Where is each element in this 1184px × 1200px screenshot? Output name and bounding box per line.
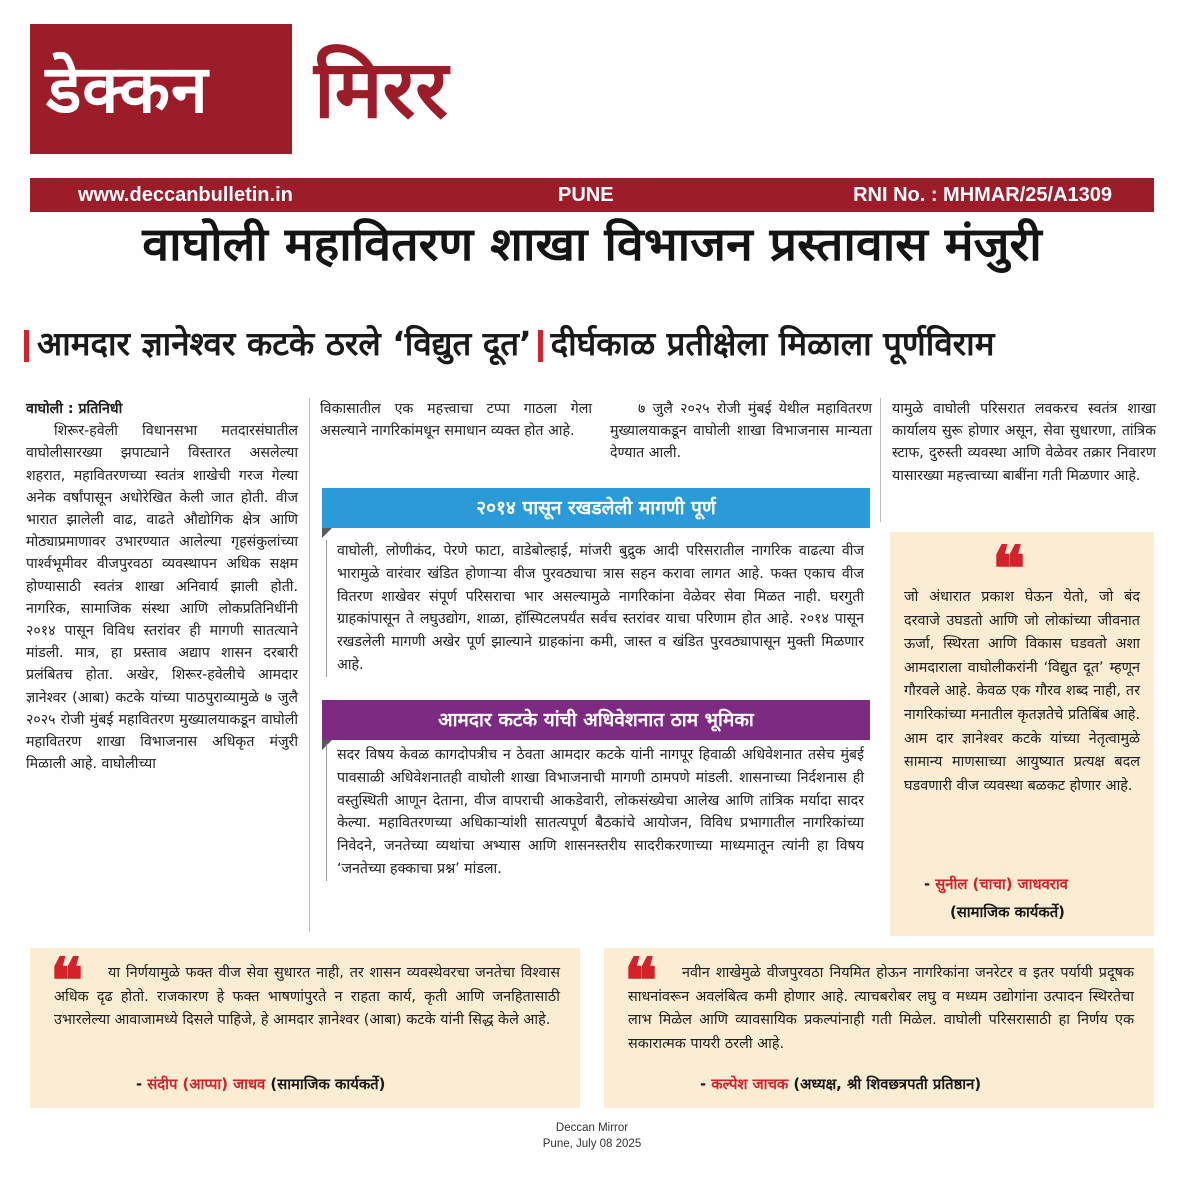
box-1-text: वाघोली, लोणीकंद, पेरणे फाटा, वाडेबोल्हाई, मांजरी बुद्रुक आदी परिसरातील नागरिक वाढत्या वीज भारामुळे वारंवार खंडित होणाऱ्या वीज पुरवठ्याचा त्रास सहन करावा लागत आहे. फक्त एकाच वीज वितरण शाखेवर संपूर्ण परिसराचा भार असल्यामुळे नागरिकांना वेळेवर सेवा मिळत नाही. घरगुती ग्राहकांपासून ते लघुउद्योग, शाळा, हॉस्पिटलपर्यंत सर्वच स्तरांवर याचा परिणाम होत आहे. २०१४ पासून रखडलेली मागणी अखेर पूर्ण झाल्याने ग्राहकांना कमी, जास्त व खंडित पुरवठ्यापासून मुक्ती मिळणार आहे. [326, 540, 864, 677]
article-column-2: विकासातील एक महत्त्वाचा टप्पा गाठला गेला असल्याने नागरिकांमधून समाधान व्यक्त होत आहे. [320, 401, 592, 440]
masthead-logo-box [30, 24, 292, 154]
edition-city: PUNE [558, 184, 614, 206]
article-column-4: यामुळे वाघोली परिसरात लवकरच स्वतंत्र शाखा कार्यालय सुरू होणार असून, सेवा सुधारणा, तांत्रिक स्टाफ, दुरुस्ती व्यवस्था आणि वेळेवर तक्रार निवारण यासारख्या महत्त्वाच्या बाबींना गती मिळणार आहे. [892, 401, 1156, 484]
quote-bottom-left-role: (सामाजिक कार्यकर्ते) [265, 1076, 386, 1093]
quote-mark-icon: ❝ [50, 944, 84, 1017]
box-1-title: २०१४ पासून रखडलेली मागणी पूर्ण [322, 488, 870, 528]
subhead-part-2: दीर्घकाळ प्रतीक्षेला मिळाला पूर्णविराम [550, 324, 995, 363]
quote-sidebar-attribution: - सुनील (चाचा) जाधवराव [924, 876, 1068, 893]
rni-number: RNI No. : MHMAR/25/A1309 [853, 184, 1112, 206]
quote-bottom-left-name: संदीप (आप्पा) जाधव [147, 1076, 266, 1093]
box-1-title-notch [322, 528, 332, 538]
quote-bottom-left-attribution: - संदीप (आप्पा) जाधव (सामाजिक कार्यकर्ते) [136, 1076, 386, 1093]
subhead-accent-bar [24, 330, 29, 362]
footer-publication: Deccan Mirror [555, 1122, 629, 1134]
quote-bottom-right-text: नवीन शाखेमुळे वीजपुरवठा नियमित होऊन नागरिकांना जनरेटर व इतर पर्यायी प्रदूषक साधनांवरून अवलंबित्व कमी होणार आहे. त्याचबरोबर लघु व मध्यम उद्योगांना उत्पादन स्थिरतेचा लाभ मिळेल आणि व्यावसायिक प्रकल्पांनाही गती मिळेल. वाघोली परिसरासाठी हा निर्णय एक सकारात्मक पायरी ठरली आहे. [628, 965, 1134, 1052]
dateline: वाघोली : प्रतिनिधी [26, 401, 123, 417]
masthead-brand-right: मिरर [314, 43, 448, 136]
footer-date: Pune, July 08 2025 [542, 1138, 642, 1150]
column-divider [309, 398, 310, 932]
masthead [30, 24, 1154, 206]
masthead-info-bar [30, 178, 1154, 212]
subhead-part-1: आमदार ज्ञानेश्वर कटके ठरले ‘विद्युत दूत’ [37, 324, 532, 363]
quote-bottom-right-role: (अध्यक्ष, श्री शिवछत्रपती प्रतिष्ठान) [788, 1076, 982, 1093]
article-column-1 [26, 398, 298, 775]
quote-sidebar-text: जो अंधारात प्रकाश घेऊन येतो, जो बंद दरवाजे उघडतो आणि जो लोकांच्या जीवनात ऊर्जा, स्थिरता आणि विकास घडवतो अशा आमदाराला वाघोलीकरांनी ‘विद्युत दूत’ म्हणून गौरवले आहे. केवळ एक गौरव शब्द नाही, तर नागरिकांच्या मनातील कृतज्ञतेचे प्रतिबिंब आहे. आम दार ज्ञानेश्वर कटके यांच्या नेतृत्वामुळे सामान्य माणसाच्या आयुष्यात प्रत्यक्ष बदल घडवणारी वीज व्यवस्था बळकट होणार आहे. [904, 589, 1140, 794]
main-headline: वाघोली महावितरण शाखा विभाजन प्रस्तावास मंजुरी [142, 217, 1042, 271]
quote-sidebar [890, 532, 1154, 936]
quote-bottom-right-attribution: - कल्पेश जाचक (अध्यक्ष, श्री शिवछत्रपती प्रतिष्ठान) [700, 1076, 982, 1093]
website-url: www.deccanbulletin.in [78, 184, 293, 206]
quote-mark-icon: ❝ [992, 532, 1026, 605]
column-divider [880, 398, 881, 522]
quote-sidebar-name: सुनील (चाचा) जाधवराव [935, 876, 1068, 893]
box-2-title: आमदार कटके यांची अधिवेशनात ठाम भूमिका [322, 700, 870, 740]
quote-sidebar-role: (सामाजिक कार्यकर्ते) [950, 904, 1065, 921]
box-2-text: सदर विषय केवळ कागदोपत्रीच न ठेवता आमदार कटके यांनी नागपूर हिवाळी अधिवेशनात तसेच मुंबई पावसाळी अधिवेशनातही वाघोली शाखा विभाजनाची मागणी ठामपणे मांडली. शासनाच्या निर्दशनास ही वस्तुस्थिती आणून देताना, वीज वापराची आकडेवारी, लोकसंख्येचा आलेख आणि तांत्रिक मर्यादा सादर केल्या. महावितरणच्या अधिकाऱ्यांशी सातत्यपूर्ण बैठकांचे आयोजन, विविध प्रभागातील नागरिकांच्या निवेदने, जनतेच्या व्यथांचा अभ्यास आणि शासनस्तरीय सादरीकरणाच्या माध्यमातून त्यांनी हा विषय ‘जनतेच्या हक्काचा प्रश्न’ मांडला. [326, 744, 864, 881]
subheadline [24, 322, 1164, 366]
masthead-brand-left: डेक्कन [46, 51, 209, 128]
quote-mark-icon: ❝ [624, 944, 658, 1017]
article-column-3: ७ जुलै २०२५ रोजी मुंबई येथील महावितरण मुख्यालयाकडून वाघोली शाखा विभाजनास मान्यता देण्यात आली. [610, 401, 872, 462]
subhead-accent-bar [538, 330, 543, 362]
footer [0, 1120, 1184, 1152]
quote-bottom-right [604, 944, 1154, 1108]
quote-bottom-right-name: कल्पेश जाचक [711, 1076, 789, 1093]
article-column-1-text: शिरूर-हवेली विधानसभा मतदारसंघातील वाघोलीसारख्या झपाट्याने विस्तारत असलेल्या शहरात, महावितरणच्या स्वतंत्र शाखेची गरज गेल्या अनेक वर्षांपासून अधोरेखित केली जात होती. वीज भारात झालेली वाढ, वाढते औद्योगिक क्षेत्र आणि मोठ्याप्रमाणावर उभारण्यात आलेल्या गृहसंकुलांच्या पार्श्वभूमीवर वीजपुरवठा व्यवस्थापन अधिक सक्षम होण्यासाठी स्वतंत्र शाखा अनिवार्य झाली होती. नागरिक, सामाजिक संस्था आणि लोकप्रतिनिधींनी २०१४ पासून विविध स्तरांवर ही मागणी सातत्याने मांडली. मात्र, हा प्रस्ताव अद्याप शासन दरबारी प्रलंबितच होता. अखेर, शिरूर-हवेलीचे आमदार ज्ञानेश्वर (आबा) कटके यांच्या पाठपुराव्यामुळे ७ जुलै २०२५ रोजी मुंबई महावितरण मुख्यालयाकडून वाघोली महावितरण शाखा विभाजनास अधिकृत मंजुरी मिळाली आहे. वाघोलीच्या [26, 423, 298, 773]
quote-bottom-left [30, 944, 580, 1108]
quote-bottom-left-text: या निर्णयामुळे फक्त वीज सेवा सुधारत नाही, तर शासन व्यवस्थेवरचा जनतेचा विश्वास अधिक दृढ होतो. राजकारण हे फक्त भाषणांपुरते न राहता कार्य, कृती आणि जनहितासाठी उभारलेल्या आवाजामध्ये दिसले पाहिजे, हे आमदार ज्ञानेश्वर (आबा) कटके यांनी सिद्ध केले आहे. [54, 965, 560, 1029]
